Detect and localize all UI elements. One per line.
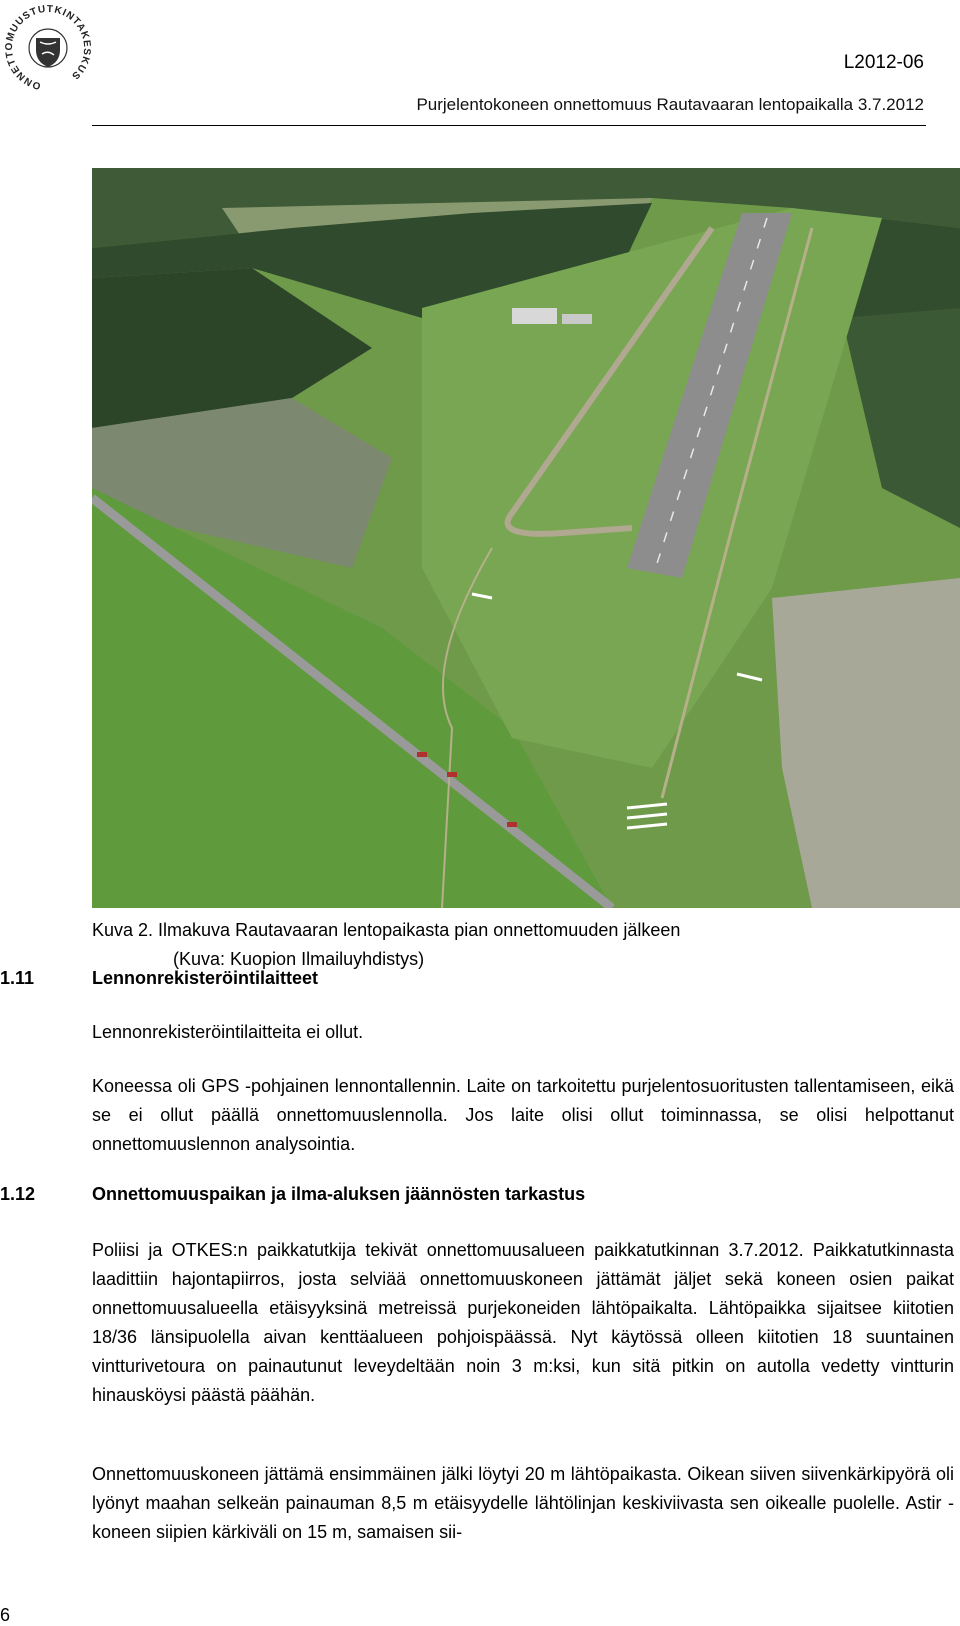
figure-caption (92, 916, 912, 974)
report-title: Purjelentokoneen onnettomuus Rautavaaran lentopaikalla 3.7.2012 (416, 95, 924, 114)
section-heading-1-11 (0, 968, 318, 989)
report-code: L2012-06 (843, 52, 924, 73)
page-number: 6 (0, 1605, 11, 1625)
aerial-photo-airfield (92, 168, 960, 908)
section-heading-1-12 (0, 1184, 585, 1205)
section-number: 1.12 (0, 1184, 36, 1204)
paragraph: Koneessa oli GPS -pohjainen lennontallennin. Laite on tarkoitettu purjelentosuoritusten tallentamiseen, eikä se ei ollut päällä onnettomuuslennolla. Jos laite olisi ollut toiminnassa, se olisi helpottanut onnettomuuslennon analysointia. (92, 1076, 954, 1154)
header-divider (92, 125, 926, 126)
caption-line-1: Kuva 2. Ilmakuva Rautavaaran lentopaikasta pian onnettomuuden jälkeen (92, 920, 681, 940)
caption-line-2: (Kuva: Kuopion Ilmailuyhdistys) (173, 949, 425, 969)
logo-ring-text: ONNETTOMUUSTUTKINTAKESKUS (3, 3, 93, 92)
paragraph: Lennonrekisteröintilaitteita ei ollut. (92, 1022, 364, 1042)
otkes-logo (0, 0, 96, 96)
section-title: Onnettomuuspaikan ja ilma-aluksen jäännösten tarkastus (92, 1184, 586, 1204)
section-number: 1.11 (0, 968, 35, 988)
section-title: Lennonrekisteröintilaitteet (92, 968, 319, 988)
paragraph: Poliisi ja OTKES:n paikkatutkija tekivät onnettomuusalueen paikkatutkinnan 3.7.2012. Paikkatutkinnasta laadittiin hajontapiirros, josta selviää onnettomuuskoneen jättämät jäljet sekä koneen osien paikat onnettomuusalueella etäisyyksinä metreissä purjekoneiden lähtöpaikalta. Lähtöpaikka sijaitsee kiitotien 18/36 länsipuolella aivan kenttäalueen pohjoispäässä. Nyt käytössä olleen kiitotien 18 suuntainen vintturivetoura on painautunut leveydeltään noin 3 m:ksi, kun sitä pitkin on autolla vedetty vintturin hinausköysi päästä päähän. (92, 1240, 954, 1405)
paragraph: Onnettomuuskoneen jättämä ensimmäinen jälki löytyi 20 m lähtöpaikasta. Oikean siiven siivenkärkipyörä oli lyönyt maahan selkeän painauman 8,5 m etäisyydelle lähtölinjan keskiviivasta sen oikealle puolelle. Astir -koneen siipien kärkiväli on 15 m, samaisen sii- (92, 1464, 954, 1542)
